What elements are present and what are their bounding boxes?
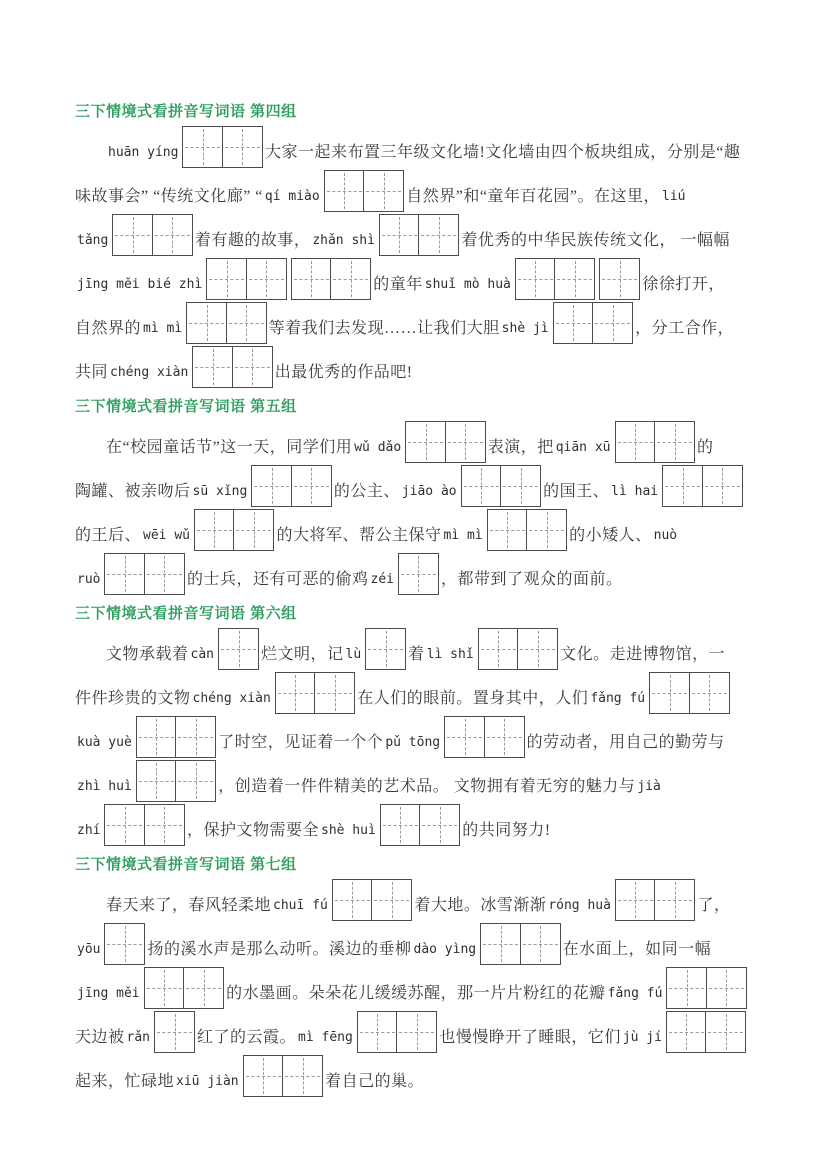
- worksheet-line: [75, 344, 757, 388]
- writing-box-group: [104, 804, 185, 846]
- worksheet-section: [75, 855, 757, 1097]
- chinese-text: 在“校园童话节”这一天，同学们用: [106, 439, 353, 456]
- worksheet-line: [75, 626, 757, 670]
- chinese-text: 自然界的: [75, 320, 142, 337]
- writing-box-group: [251, 465, 332, 507]
- pinyin-text: mì mì: [443, 528, 483, 543]
- pinyin-text: lì shǐ: [426, 647, 474, 662]
- writing-box: [282, 1055, 323, 1097]
- worksheet-line: [75, 168, 757, 212]
- writing-box: [520, 923, 561, 965]
- writing-box: [445, 421, 486, 463]
- writing-box-group: [649, 672, 730, 714]
- pinyin-text: shè huì: [321, 823, 376, 838]
- writing-box-group: [398, 553, 439, 595]
- writing-box: [380, 804, 421, 846]
- worksheet-content: [75, 100, 757, 1106]
- chinese-text: 等着我们去发现……让我们大胆: [268, 320, 500, 337]
- pinyin-text: dào yìng: [413, 942, 477, 957]
- writing-box: [330, 258, 371, 300]
- writing-box: [418, 214, 459, 256]
- writing-box-group: [186, 302, 267, 344]
- pinyin-text: chéng xiàn: [192, 691, 271, 706]
- chinese-text: 件件珍贵的文物: [75, 690, 191, 707]
- writing-box: [136, 760, 177, 802]
- chinese-text: 的水墨画。朵朵花儿缓缓苏醒，那一片片粉红的花瓣: [226, 985, 606, 1002]
- pinyin-text: zéi: [370, 572, 394, 587]
- writing-box-group: [194, 509, 275, 551]
- pinyin-text: jù jí: [622, 1030, 662, 1045]
- chinese-text: 大家一起来布置三年级文化墙!文化墙由四个板块组成，分别是“趣: [264, 144, 741, 161]
- worksheet-line: [75, 670, 757, 714]
- writing-box: [592, 302, 633, 344]
- pinyin-text: fǎng fú: [607, 986, 663, 1001]
- writing-box: [226, 302, 267, 344]
- writing-box: [291, 465, 332, 507]
- pinyin-text: róng huà: [548, 898, 611, 913]
- writing-box-group: [599, 258, 640, 300]
- pinyin-text: zhí: [77, 823, 101, 838]
- pinyin-text: càn: [190, 647, 214, 662]
- writing-box-group: [324, 170, 405, 212]
- pinyin-text: qí miào: [264, 189, 320, 204]
- chinese-text: 起来，忙碌地: [75, 1073, 175, 1090]
- chinese-text: 出最优秀的作品吧!: [274, 364, 413, 381]
- writing-box: [666, 967, 707, 1009]
- chinese-text: 表演，把: [487, 439, 554, 456]
- writing-box: [175, 760, 216, 802]
- chinese-text: ，分工合作，: [635, 320, 735, 337]
- writing-box: [398, 553, 439, 595]
- pinyin-text: jià: [637, 779, 661, 794]
- worksheet-line: [75, 551, 757, 595]
- writing-box-group: [553, 302, 634, 344]
- writing-box: [666, 1011, 707, 1053]
- writing-box-group: [182, 126, 263, 168]
- writing-box: [553, 302, 594, 344]
- writing-box-group: [243, 1055, 324, 1097]
- chinese-text: 也慢慢睁开了睡眼，它们: [439, 1029, 621, 1046]
- writing-box-group: [615, 421, 696, 463]
- chinese-text: 着自己的巢。: [325, 1073, 425, 1090]
- chinese-text: 春天来了，春风轻柔地: [106, 897, 272, 914]
- writing-box-group: [144, 967, 225, 1009]
- pinyin-text: ruò: [77, 572, 101, 587]
- writing-box: [104, 923, 145, 965]
- writing-box: [314, 672, 355, 714]
- chinese-text: 的王后、: [75, 527, 142, 544]
- pinyin-text: nuò: [653, 528, 678, 543]
- writing-box: [654, 879, 695, 921]
- writing-box: [478, 628, 519, 670]
- writing-box: [218, 628, 259, 670]
- writing-box: [183, 967, 224, 1009]
- chinese-text: 了，: [697, 897, 731, 914]
- section-title: 三下情境式看拼音写词语 第四组: [75, 103, 297, 120]
- chinese-text: ，都带到了观众的面前。: [440, 571, 623, 588]
- writing-box: [702, 465, 743, 507]
- worksheet-section: [75, 604, 757, 846]
- worksheet-line: [75, 463, 757, 507]
- writing-box: [649, 672, 690, 714]
- chinese-text: 的大将军、帮公主保守: [276, 527, 442, 544]
- chinese-text: 陶罐、被亲吻后: [75, 483, 191, 500]
- writing-box-group: [112, 214, 193, 256]
- writing-box: [689, 672, 730, 714]
- writing-box: [599, 258, 640, 300]
- pinyin-text: wǔ dǎo: [354, 440, 402, 455]
- writing-box: [405, 421, 446, 463]
- worksheet-line: [75, 419, 757, 463]
- pinyin-text: jiāo ào: [401, 484, 457, 499]
- pinyin-text: huān yíng: [108, 145, 179, 160]
- pinyin-text: fǎng fú: [590, 691, 646, 706]
- writing-box: [615, 879, 656, 921]
- worksheet-line: [75, 1009, 757, 1053]
- writing-box-group: [666, 1011, 747, 1053]
- chinese-text: 的共同努力!: [462, 822, 551, 839]
- writing-box: [396, 1011, 437, 1053]
- writing-box: [705, 1011, 746, 1053]
- writing-box: [554, 258, 595, 300]
- writing-box: [182, 126, 223, 168]
- writing-box-group: [515, 258, 596, 300]
- writing-box: [206, 258, 247, 300]
- writing-box: [706, 967, 747, 1009]
- writing-box: [175, 716, 216, 758]
- pinyin-text: zhǎn shì: [312, 233, 375, 248]
- writing-box-group: [206, 258, 287, 300]
- pinyin-text: qiān xū: [555, 440, 611, 455]
- chinese-text: 的劳动者，用自己的勤劳与: [526, 734, 725, 751]
- writing-box-group: [104, 553, 185, 595]
- writing-box: [144, 553, 185, 595]
- worksheet-line: [75, 714, 757, 758]
- writing-box: [192, 346, 233, 388]
- writing-box: [154, 1011, 195, 1053]
- chinese-text: 共同: [75, 364, 109, 381]
- writing-box: [654, 421, 695, 463]
- pinyin-text: lì hai: [611, 484, 659, 499]
- writing-box-group: [365, 628, 406, 670]
- writing-box: [136, 716, 177, 758]
- writing-box: [363, 170, 404, 212]
- chinese-text: 味故事会” “传统文化廊” “: [75, 188, 263, 205]
- chinese-text: 着优秀的中华民族传统文化， 一幅幅: [461, 232, 730, 249]
- writing-box-group: [136, 760, 217, 802]
- chinese-text: ，保护文物需要全: [186, 822, 319, 839]
- writing-box-group: [379, 214, 460, 256]
- chinese-text: 自然界”和“童年百花园”。在这里，: [406, 188, 661, 205]
- pinyin-text: kuà yuè: [77, 735, 132, 750]
- writing-box: [487, 509, 528, 551]
- writing-box-group: [662, 465, 743, 507]
- writing-box: [186, 302, 227, 344]
- chinese-text: 在人们的眼前。置身其中，人们: [357, 690, 589, 707]
- pinyin-text: wēi wǔ: [143, 528, 190, 543]
- worksheet-line: [75, 877, 757, 921]
- pinyin-text: tǎng: [77, 233, 109, 248]
- writing-box: [484, 716, 525, 758]
- pinyin-text: liú: [662, 189, 686, 204]
- worksheet-line: [75, 921, 757, 965]
- pinyin-text: mì fēng: [298, 1030, 353, 1045]
- worksheet-section: [75, 102, 757, 388]
- writing-box-group: [487, 509, 568, 551]
- pinyin-text: xiū jiàn: [176, 1074, 239, 1089]
- worksheet-line: [75, 1053, 757, 1097]
- writing-box-group: [461, 465, 542, 507]
- writing-box: [291, 258, 332, 300]
- pinyin-text: shè jì: [501, 321, 549, 336]
- chinese-text: 徐徐打开，: [642, 276, 725, 293]
- chinese-text: 了时空，见证着一个个: [218, 734, 384, 751]
- writing-box: [517, 628, 558, 670]
- chinese-text: 的公主、: [333, 483, 400, 500]
- writing-box: [232, 346, 273, 388]
- writing-box: [526, 509, 567, 551]
- writing-box: [194, 509, 235, 551]
- writing-box: [419, 804, 460, 846]
- chinese-text: 天边被: [75, 1029, 125, 1046]
- pinyin-text: jīng měi: [77, 986, 140, 1001]
- writing-box-group: [332, 879, 413, 921]
- writing-box-group: [405, 421, 486, 463]
- pinyin-text: mì mì: [143, 321, 183, 336]
- chinese-text: 扬的溪水声是那么动听。溪边的垂柳: [147, 941, 412, 958]
- writing-box-group: [615, 879, 696, 921]
- writing-box: [379, 214, 420, 256]
- writing-box-group: [480, 923, 561, 965]
- worksheet-line: [75, 802, 757, 846]
- worksheet-line: [75, 965, 757, 1009]
- section-title: 三下情境式看拼音写词语 第五组: [75, 398, 297, 415]
- worksheet-line: [75, 256, 757, 300]
- chinese-text: 的: [697, 439, 714, 456]
- section-title: 三下情境式看拼音写词语 第七组: [75, 856, 297, 873]
- section-title: 三下情境式看拼音写词语 第六组: [75, 605, 297, 622]
- chinese-text: 的童年: [373, 276, 423, 293]
- writing-box: [480, 923, 521, 965]
- chinese-text: ，创造着一件件精美的艺术品。 文物拥有着无穷的魅力与: [218, 778, 636, 795]
- pinyin-text: chuī fú: [273, 898, 328, 913]
- worksheet-line: [75, 124, 757, 168]
- writing-box-group: [291, 258, 372, 300]
- writing-box: [324, 170, 365, 212]
- writing-box-group: [666, 967, 747, 1009]
- writing-box: [152, 214, 193, 256]
- pinyin-text: lù: [345, 647, 362, 662]
- pinyin-text: jīng měi bié zhì: [77, 277, 203, 292]
- chinese-text: 的士兵，还有可恶的偷鸡: [186, 571, 369, 588]
- chinese-text: 红了的云霞。: [197, 1029, 297, 1046]
- worksheet-line: [75, 212, 757, 256]
- writing-box-group: [104, 923, 145, 965]
- writing-box: [243, 1055, 284, 1097]
- writing-box-group: [192, 346, 273, 388]
- writing-box: [357, 1011, 398, 1053]
- writing-box-group: [380, 804, 461, 846]
- writing-box: [246, 258, 287, 300]
- writing-box: [615, 421, 656, 463]
- pinyin-text: zhì huì: [77, 779, 132, 794]
- writing-box: [444, 716, 485, 758]
- chinese-text: 文物承载着: [106, 646, 189, 663]
- writing-box-group: [218, 628, 259, 670]
- writing-box: [461, 465, 502, 507]
- chinese-text: 烂文明，记: [261, 646, 344, 663]
- writing-box-group: [357, 1011, 438, 1053]
- writing-box: [500, 465, 541, 507]
- writing-box: [662, 465, 703, 507]
- writing-box: [104, 553, 145, 595]
- writing-box: [112, 214, 153, 256]
- pinyin-text: pǔ tōng: [385, 735, 441, 750]
- writing-box-group: [444, 716, 525, 758]
- chinese-text: 的小矮人、: [569, 527, 652, 544]
- worksheet-line: [75, 758, 757, 802]
- pinyin-text: rǎn: [126, 1030, 150, 1045]
- writing-box-group: [136, 716, 217, 758]
- chinese-text: 着有趣的故事，: [194, 232, 311, 249]
- writing-box: [251, 465, 292, 507]
- chinese-text: 在水面上，如同一幅: [562, 941, 712, 958]
- pinyin-text: sū xǐng: [192, 484, 248, 499]
- writing-box: [515, 258, 556, 300]
- writing-box: [365, 628, 406, 670]
- writing-box: [332, 879, 373, 921]
- writing-box: [104, 804, 145, 846]
- chinese-text: 着: [408, 646, 425, 663]
- writing-box: [275, 672, 316, 714]
- writing-box-group: [154, 1011, 195, 1053]
- writing-box: [222, 126, 263, 168]
- worksheet-section: [75, 397, 757, 595]
- writing-box: [144, 804, 185, 846]
- pinyin-text: yōu: [77, 942, 101, 957]
- chinese-text: 着大地。冰雪渐渐: [414, 897, 547, 914]
- writing-box: [233, 509, 274, 551]
- pinyin-text: chéng xiàn: [110, 365, 189, 380]
- worksheet-line: [75, 300, 757, 344]
- chinese-text: 文化。走进博物馆，一: [560, 646, 726, 663]
- writing-box-group: [275, 672, 356, 714]
- pinyin-text: shuǐ mò huà: [424, 277, 511, 292]
- writing-box: [144, 967, 185, 1009]
- worksheet-line: [75, 507, 757, 551]
- chinese-text: 的国王、: [543, 483, 610, 500]
- writing-box-group: [478, 628, 559, 670]
- writing-box: [371, 879, 412, 921]
